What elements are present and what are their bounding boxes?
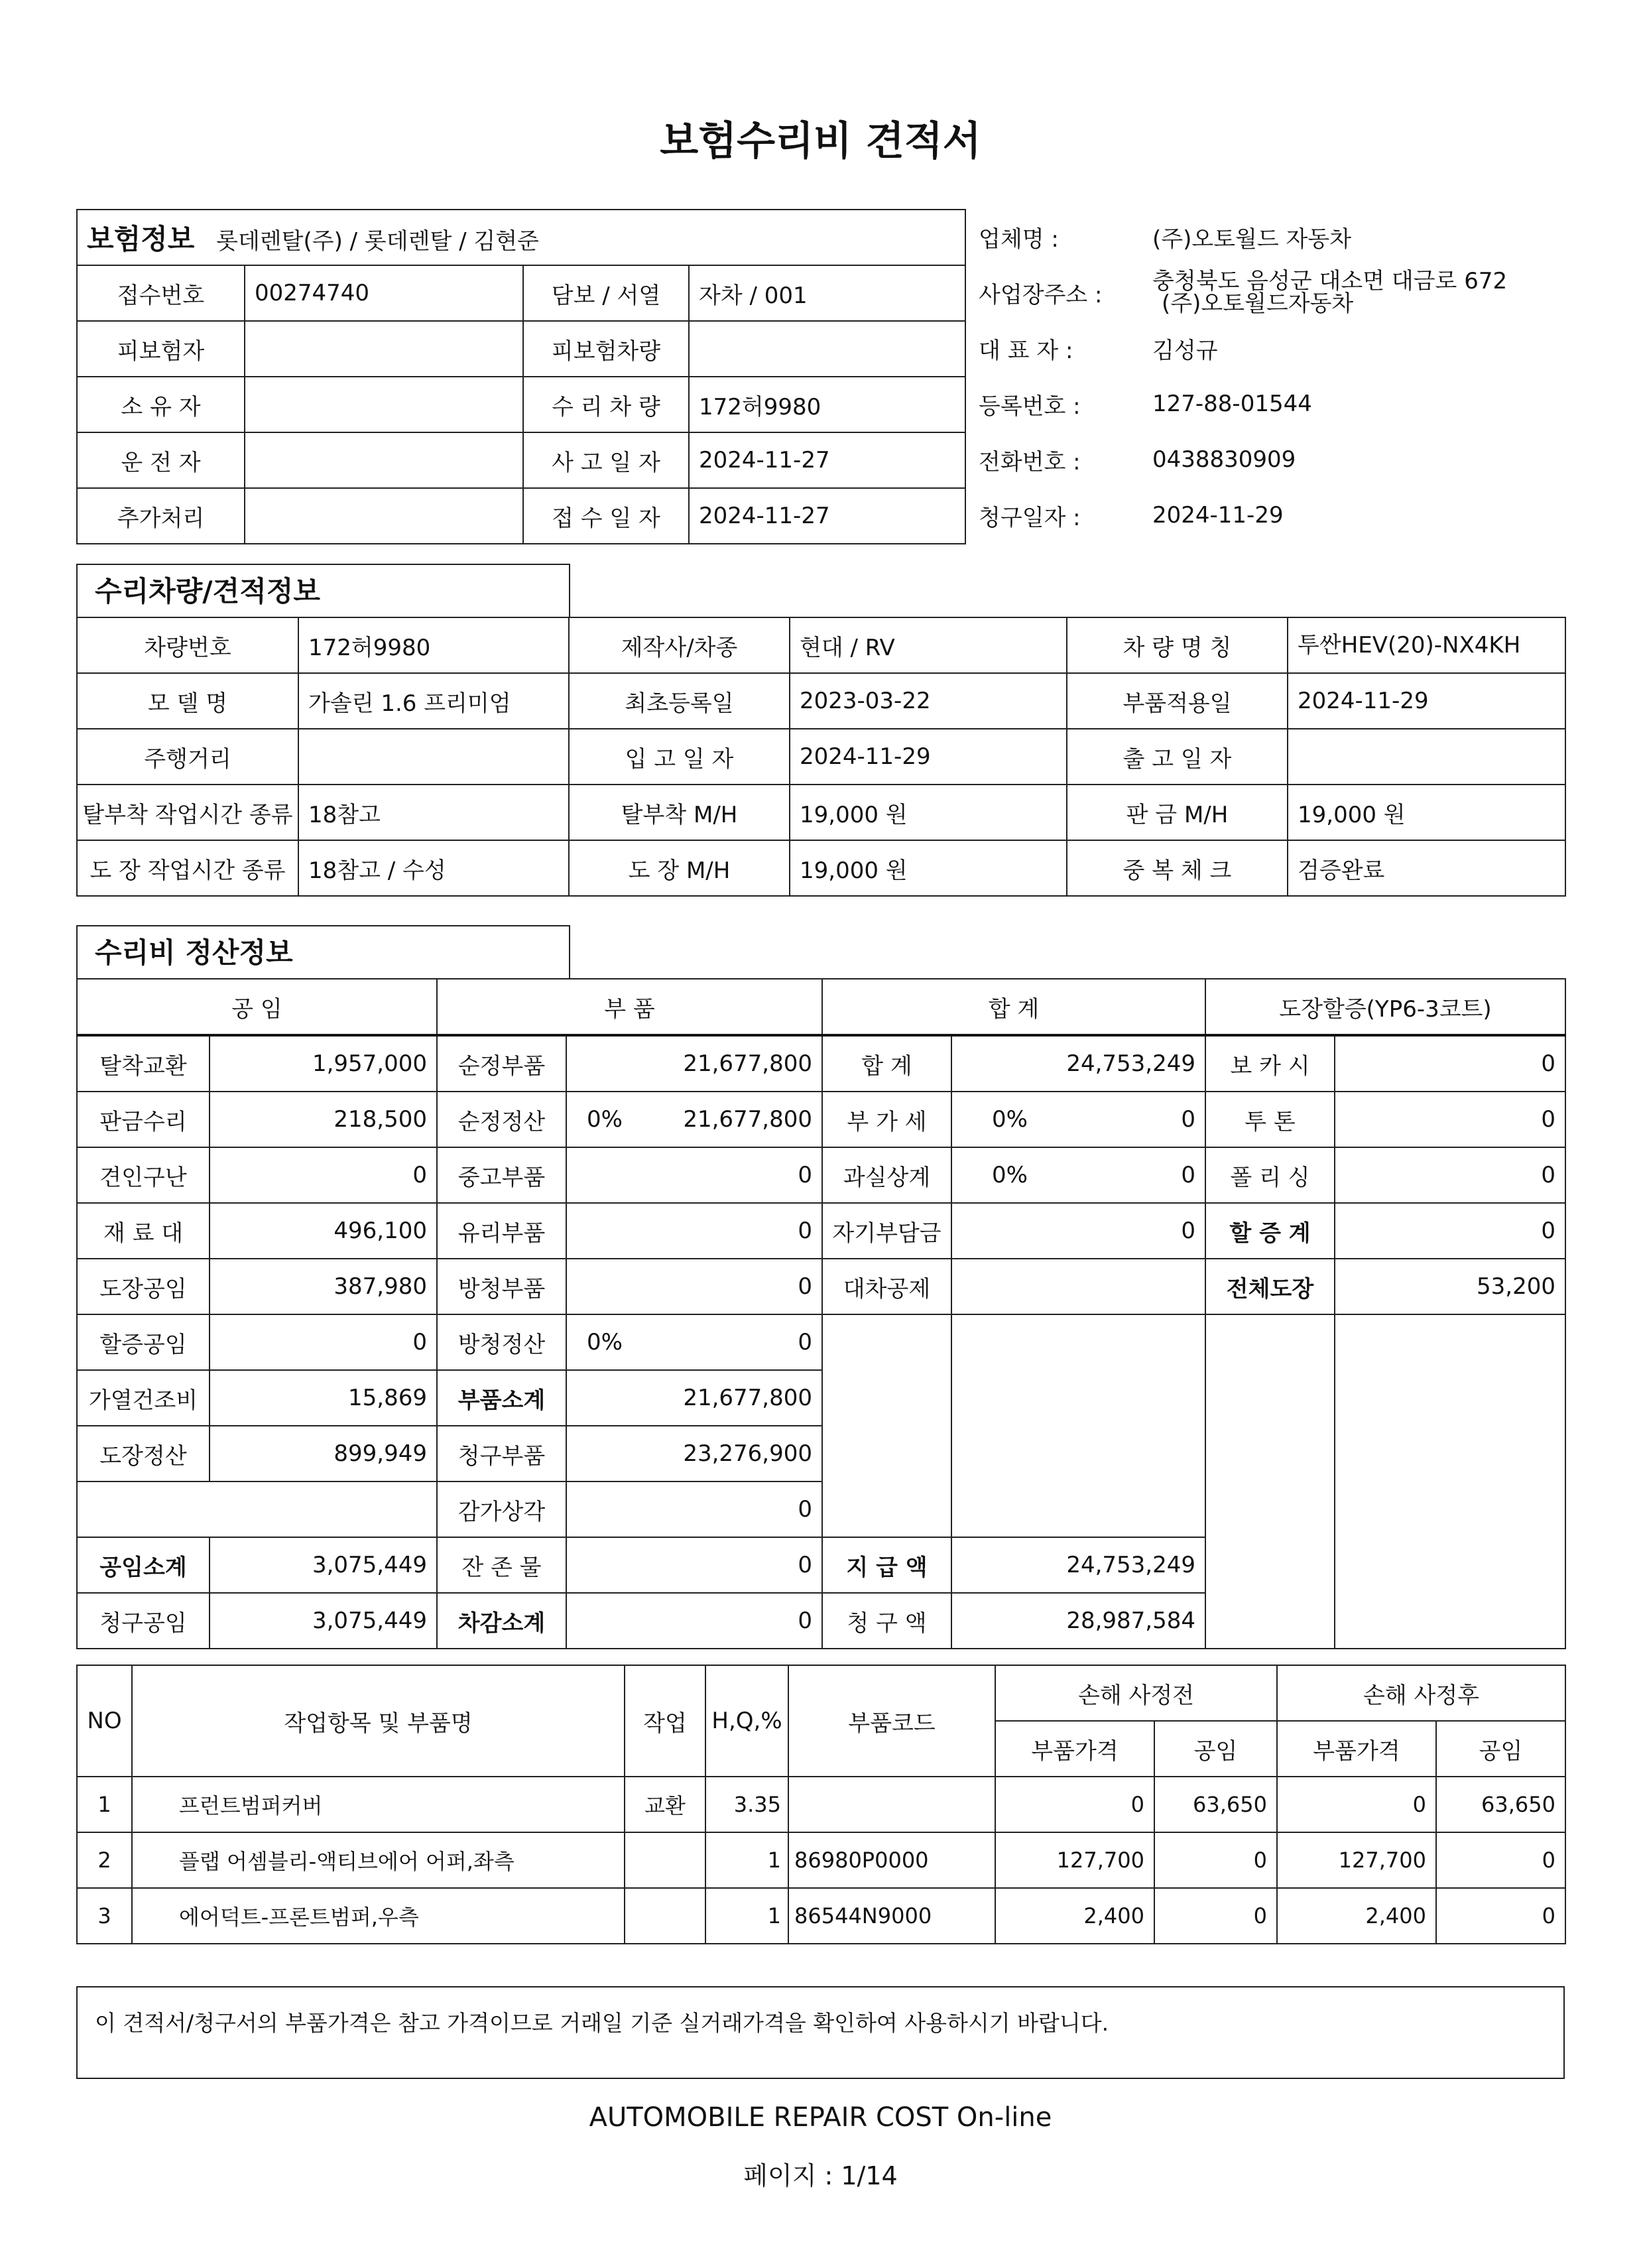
labor-label: 재 료 대 (77, 1203, 210, 1259)
insurance-company-value: 롯데렌탈(주) / 롯데렌탈 / 김현준 (216, 228, 539, 255)
vehicle-label: 중 복 체 크 (1067, 840, 1288, 896)
item-name: 프런트범퍼커버 (132, 1777, 625, 1832)
labor-label: 청구공임 (77, 1593, 210, 1649)
parts-value: 0 (626, 1259, 822, 1314)
paint-empty-cell (1205, 1314, 1335, 1649)
labor-label: 할증공임 (77, 1314, 210, 1370)
parts-label: 잔 존 물 (437, 1537, 566, 1593)
labor-label: 탈착교환 (77, 1035, 210, 1092)
paint-surcharge-header: 도장할증(YP6-3코트) (1205, 979, 1565, 1035)
labor-header: 공 임 (77, 979, 437, 1035)
business-value: 김성규 (1152, 337, 1218, 364)
vehicle-section-title: 수리차량/견적정보 (76, 564, 570, 617)
vehicle-value: 2023-03-22 (790, 673, 1067, 729)
totals-header: 합 계 (822, 979, 1205, 1035)
parts-label: 방청정산 (437, 1314, 566, 1370)
insurance-row-value (689, 321, 965, 377)
items-header-before: 손해 사정전 (995, 1665, 1277, 1721)
vehicle-label: 탈부착 M/H (569, 785, 790, 840)
labor-label: 도장정산 (77, 1426, 210, 1481)
item-price-after: 0 (1277, 1777, 1436, 1832)
vehicle-label: 차 량 명 칭 (1067, 617, 1288, 673)
business-value: 127-88-01544 (1152, 391, 1312, 417)
totals-percent (951, 1537, 1038, 1593)
business-address-line2: (주)오토월드자동차 (1162, 290, 1354, 317)
totals-label: 합 계 (822, 1035, 951, 1092)
labor-value: 496,100 (210, 1203, 437, 1259)
items-header-price-after: 부품가격 (1277, 1721, 1436, 1777)
item-name: 플랩 어셈블리-액티브에어 어퍼,좌측 (132, 1832, 625, 1888)
insurance-row-label: 수 리 차 량 (523, 377, 689, 432)
parts-percent (566, 1035, 626, 1092)
item-labor-after: 0 (1436, 1832, 1565, 1888)
parts-label: 순정부품 (437, 1035, 566, 1092)
insurance-section-title: 보험정보 (87, 223, 195, 255)
labor-label: 공임소계 (77, 1537, 210, 1593)
parts-percent (566, 1537, 626, 1593)
labor-value: 218,500 (210, 1092, 437, 1147)
vehicle-value: 2024-11-29 (1288, 673, 1565, 729)
parts-percent (566, 1593, 626, 1649)
totals-value (1038, 1259, 1205, 1314)
parts-label: 청구부품 (437, 1426, 566, 1481)
paint-label: 폴 리 싱 (1205, 1147, 1335, 1203)
parts-percent (566, 1203, 626, 1259)
paint-value: 0 (1335, 1147, 1565, 1203)
item-code: 86980P0000 (788, 1832, 995, 1888)
paint-value: 0 (1335, 1035, 1565, 1092)
labor-value: 3,075,449 (210, 1593, 437, 1649)
items-header-no: NO (77, 1665, 132, 1777)
totals-value: 0 (1038, 1092, 1205, 1147)
parts-value: 21,677,800 (626, 1035, 822, 1092)
totals-label: 자기부담금 (822, 1203, 951, 1259)
paint-empty-cell (1335, 1314, 1565, 1649)
totals-percent (951, 1259, 1038, 1314)
insurance-row-label: 추가처리 (77, 488, 245, 544)
item-labor-before: 63,650 (1154, 1777, 1277, 1832)
totals-label: 청 구 액 (822, 1593, 951, 1649)
item-hq: 1 (705, 1832, 788, 1888)
document-title: 보험수리비 견적서 (660, 118, 981, 164)
insurance-row-value: 2024-11-27 (689, 432, 965, 488)
insurance-info-table (76, 209, 966, 544)
insurance-row-label: 운 전 자 (77, 432, 245, 488)
labor-label: 가열건조비 (77, 1370, 210, 1426)
paint-value: 0 (1335, 1092, 1565, 1147)
items-header-labor-after: 공임 (1436, 1721, 1565, 1777)
parts-value: 0 (626, 1147, 822, 1203)
parts-value: 0 (626, 1203, 822, 1259)
vehicle-label: 도 장 M/H (569, 840, 790, 896)
insurance-row-value (245, 488, 523, 544)
item-labor-before: 0 (1154, 1832, 1277, 1888)
vehicle-value: 19,000 원 (790, 785, 1067, 840)
vehicle-label: 판 금 M/H (1067, 785, 1288, 840)
labor-empty-cell (77, 1481, 437, 1537)
item-labor-after: 0 (1436, 1888, 1565, 1944)
notice-text: 이 견적서/청구서의 부품가격은 참고 가격이므로 거래일 기준 실거래가격을 확인하여 사용하시기 바랍니다. (95, 2010, 1109, 2036)
totals-empty-cell (951, 1314, 1205, 1537)
parts-percent: 0% (566, 1092, 626, 1147)
item-labor-after: 63,650 (1436, 1777, 1565, 1832)
business-label: 청구일자 : (979, 504, 1081, 531)
vehicle-value: 2024-11-29 (790, 729, 1067, 785)
vehicle-value: 가솔린 1.6 프리미엄 (298, 673, 569, 729)
vehicle-value (298, 729, 569, 785)
business-label: 전화번호 : (979, 448, 1081, 475)
labor-label: 견인구난 (77, 1147, 210, 1203)
totals-percent (951, 1203, 1038, 1259)
vehicle-label: 부품적용일 (1067, 673, 1288, 729)
totals-value: 0 (1038, 1147, 1205, 1203)
items-header-code: 부품코드 (788, 1665, 995, 1777)
labor-value: 0 (210, 1147, 437, 1203)
vehicle-info-table (76, 617, 1566, 897)
parts-header: 부 품 (437, 979, 822, 1035)
parts-label: 유리부품 (437, 1203, 566, 1259)
item-code (788, 1777, 995, 1832)
parts-percent: 0% (566, 1314, 626, 1370)
totals-label: 대차공제 (822, 1259, 951, 1314)
insurance-row-value (245, 377, 523, 432)
item-hq: 1 (705, 1888, 788, 1944)
parts-value: 0 (626, 1537, 822, 1593)
labor-value: 15,869 (210, 1370, 437, 1426)
vehicle-value: 18참고 / 수성 (298, 840, 569, 896)
business-info (973, 209, 1570, 543)
footer-page-number: 페이지 : 1/14 (743, 2161, 898, 2190)
business-label: 업체명 : (979, 225, 1059, 253)
parts-label: 감가상각 (437, 1481, 566, 1537)
settlement-section-title: 수리비 정산정보 (76, 925, 570, 978)
labor-value: 0 (210, 1314, 437, 1370)
totals-label: 지 급 액 (822, 1537, 951, 1593)
item-price-before: 2,400 (995, 1888, 1154, 1944)
paint-value: 0 (1335, 1203, 1565, 1259)
business-label: 사업장주소 : (979, 281, 1103, 308)
paint-label: 투 톤 (1205, 1092, 1335, 1147)
insurance-row-value: 2024-11-27 (689, 488, 965, 544)
totals-percent (951, 1035, 1038, 1092)
parts-value: 21,677,800 (626, 1092, 822, 1147)
vehicle-value: 검증완료 (1288, 840, 1565, 896)
business-label: 등록번호 : (979, 393, 1081, 420)
work-items-table (76, 1665, 1566, 1944)
parts-value: 0 (626, 1314, 822, 1370)
totals-label: 부 가 세 (822, 1092, 951, 1147)
item-work: 교환 (625, 1777, 705, 1832)
totals-percent: 0% (951, 1147, 1038, 1203)
parts-value: 0 (626, 1481, 822, 1537)
vehicle-label: 도 장 작업시간 종류 (77, 840, 298, 896)
parts-value: 23,276,900 (626, 1426, 822, 1481)
vehicle-label: 차량번호 (77, 617, 298, 673)
insurance-row-label: 접 수 일 자 (523, 488, 689, 544)
paint-value: 53,200 (1335, 1259, 1565, 1314)
items-header-labor-before: 공임 (1154, 1721, 1277, 1777)
totals-value: 24,753,249 (1038, 1035, 1205, 1092)
parts-label: 중고부품 (437, 1147, 566, 1203)
vehicle-value: 현대 / RV (790, 617, 1067, 673)
parts-label: 부품소계 (437, 1370, 566, 1426)
paint-label: 전체도장 (1205, 1259, 1335, 1314)
insurance-row-label: 피보험자 (77, 321, 245, 377)
totals-label: 과실상계 (822, 1147, 951, 1203)
item-no: 3 (77, 1888, 132, 1944)
items-header-name: 작업항목 및 부품명 (132, 1665, 625, 1777)
insurance-row-label: 사 고 일 자 (523, 432, 689, 488)
parts-percent (566, 1370, 626, 1426)
parts-value: 21,677,800 (626, 1370, 822, 1426)
vehicle-value: 18참고 (298, 785, 569, 840)
item-price-after: 2,400 (1277, 1888, 1436, 1944)
items-header-work: 작업 (625, 1665, 705, 1777)
item-work (625, 1888, 705, 1944)
parts-label: 차감소계 (437, 1593, 566, 1649)
insurance-row-label: 소 유 자 (77, 377, 245, 432)
totals-value: 0 (1038, 1203, 1205, 1259)
labor-value: 3,075,449 (210, 1537, 437, 1593)
settlement-table (76, 978, 1566, 1649)
insurance-row-label: 담보 / 서열 (523, 265, 689, 321)
business-value: 2024-11-29 (1152, 502, 1284, 529)
totals-percent (951, 1593, 1038, 1649)
footer-system-name: AUTOMOBILE REPAIR COST On-line (589, 2102, 1052, 2133)
vehicle-label: 제작사/차종 (569, 617, 790, 673)
labor-value: 899,949 (210, 1426, 437, 1481)
labor-value: 387,980 (210, 1259, 437, 1314)
items-header-price-before: 부품가격 (995, 1721, 1154, 1777)
insurance-row-value (245, 321, 523, 377)
totals-value: 24,753,249 (1038, 1537, 1205, 1593)
insurance-row-label: 피보험차량 (523, 321, 689, 377)
vehicle-label: 최초등록일 (569, 673, 790, 729)
vehicle-value: 172허9980 (298, 617, 569, 673)
vehicle-label: 출 고 일 자 (1067, 729, 1288, 785)
vehicle-value: 19,000 원 (1288, 785, 1565, 840)
vehicle-value (1288, 729, 1565, 785)
insurance-row-value: 00274740 (245, 265, 523, 321)
parts-percent (566, 1147, 626, 1203)
vehicle-label: 주행거리 (77, 729, 298, 785)
parts-percent (566, 1481, 626, 1537)
insurance-row-value: 172허9980 (689, 377, 965, 432)
item-price-before: 0 (995, 1777, 1154, 1832)
insurance-row-value: 자차 / 001 (689, 265, 965, 321)
parts-label: 순정정산 (437, 1092, 566, 1147)
paint-label: 할 증 계 (1205, 1203, 1335, 1259)
vehicle-value: 19,000 원 (790, 840, 1067, 896)
totals-empty-cell (822, 1314, 951, 1537)
item-labor-before: 0 (1154, 1888, 1277, 1944)
vehicle-label: 탈부착 작업시간 종류 (77, 785, 298, 840)
item-no: 1 (77, 1777, 132, 1832)
paint-label: 보 카 시 (1205, 1035, 1335, 1092)
vehicle-label: 모 델 명 (77, 673, 298, 729)
item-work (625, 1832, 705, 1888)
item-hq: 3.35 (705, 1777, 788, 1832)
labor-label: 판금수리 (77, 1092, 210, 1147)
labor-value: 1,957,000 (210, 1035, 437, 1092)
item-code: 86544N9000 (788, 1888, 995, 1944)
totals-value: 28,987,584 (1038, 1593, 1205, 1649)
item-price-after: 127,700 (1277, 1832, 1436, 1888)
business-label: 대 표 자 : (979, 337, 1073, 364)
labor-label: 도장공임 (77, 1259, 210, 1314)
item-no: 2 (77, 1832, 132, 1888)
item-price-before: 127,700 (995, 1832, 1154, 1888)
notice-box (76, 1986, 1565, 2079)
insurance-row-value (245, 432, 523, 488)
vehicle-label: 입 고 일 자 (569, 729, 790, 785)
totals-percent: 0% (951, 1092, 1038, 1147)
business-value: (주)오토월드 자동차 (1152, 225, 1352, 253)
business-address: 충청북도 음성군 대소면 대금로 672 (1152, 268, 1508, 294)
items-header-hq: H,Q,% (705, 1665, 788, 1777)
parts-label: 방청부품 (437, 1259, 566, 1314)
parts-value: 0 (626, 1593, 822, 1649)
vehicle-model-name: 투싼HEV(20)-NX4KH (1288, 617, 1565, 673)
insurance-row-label: 접수번호 (77, 265, 245, 321)
business-value: 0438830909 (1152, 446, 1296, 473)
parts-percent (566, 1259, 626, 1314)
item-name: 에어덕트-프론트범퍼,우측 (132, 1888, 625, 1944)
items-header-after: 손해 사정후 (1277, 1665, 1565, 1721)
parts-percent (566, 1426, 626, 1481)
